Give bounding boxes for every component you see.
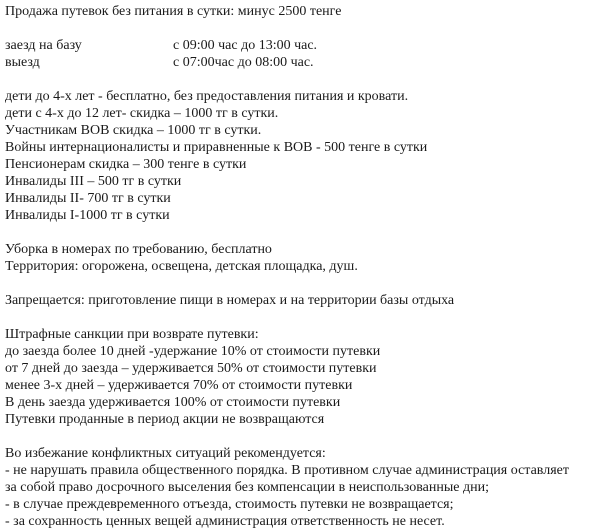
penalty-line: от 7 дней до заезда – удерживается 50% от стоимости путевки	[5, 361, 377, 376]
schedule-row-checkin	[5, 37, 597, 54]
schedule-value: с 07:00час до 08:00 час.	[173, 55, 314, 70]
penalty-line: В день заезда удерживается 100% от стоимости путевки	[5, 395, 341, 410]
discount-line: Войны интернационалисты и приравненные к ВОВ - 500 тенге в сутки	[5, 140, 428, 155]
penalty-line: до заезда более 10 дней -удержание 10% от стоимости путевки	[5, 344, 381, 359]
spacer	[5, 309, 597, 326]
discount-line: Инвалиды III – 500 тг в сутки	[5, 174, 182, 189]
penalty-line: Штрафные санкции при возврате путевки:	[5, 327, 259, 342]
recommendation-line: - за сохранность ценных вещей администрация ответственность не несет.	[5, 514, 445, 529]
discount-line: Инвалиды I-1000 тг в сутки	[5, 208, 170, 223]
spacer	[5, 275, 597, 292]
spacer	[5, 428, 597, 445]
discount-line: дети до 4-х лет - бесплатно, без предоставления питания и кровати.	[5, 89, 409, 104]
spacer	[5, 20, 597, 37]
discount-line: дети с 4-х до 12 лет- скидка – 1000 тг в сутки.	[5, 106, 279, 121]
spacer	[5, 71, 597, 88]
schedule-row-checkout	[5, 54, 597, 71]
spacer	[5, 224, 597, 241]
prohibited-line: Запрещается: приготовление пищи в номерах и на территории базы отдыха	[5, 293, 455, 308]
discount-line: Пенсионерам скидка – 300 тенге в сутки	[5, 157, 247, 172]
schedule-label: выезд	[5, 55, 40, 70]
recommendation-line: Во избежание конфликтных ситуаций рекомендуется:	[5, 446, 326, 461]
penalty-line: менее 3-х дней – удерживается 70% от стоимости путевки	[5, 378, 353, 393]
document-body	[5, 3, 597, 530]
recommendation-line: - в случае преждевременного отъезда, стоимость путевки не возвращается;	[5, 497, 454, 512]
schedule-value: с 09:00 час до 13:00 час.	[173, 38, 318, 53]
heading-line: Продажа путевок без питания в сутки: минус 2500 тенге	[5, 4, 342, 19]
service-line: Территория: огорожена, освещена, детская площадка, душ.	[5, 259, 358, 274]
schedule-label: заезд на базу	[5, 38, 82, 53]
recommendation-line: - не нарушать правила общественного порядка. В противном случае администрация оставляет	[5, 463, 569, 478]
penalty-line: Путевки проданные в период акции не возвращаются	[5, 412, 325, 427]
discount-line: Инвалиды II- 700 тг в сутки	[5, 191, 171, 206]
recommendation-line: за собой право досрочного выселения без компенсации в неиспользованные дни;	[5, 480, 489, 495]
discount-line: Участникам ВОВ скидка – 1000 тг в сутки.	[5, 123, 262, 138]
service-line: Уборка в номерах по требованию, бесплатно	[5, 242, 272, 257]
